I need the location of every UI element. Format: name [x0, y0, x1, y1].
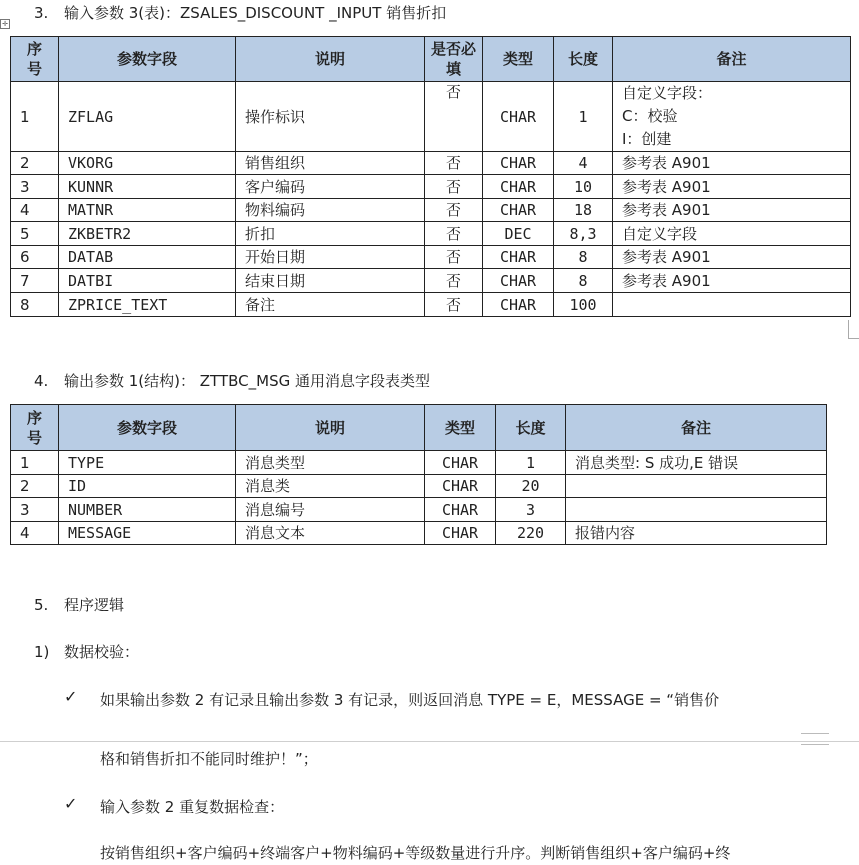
note-line: C：校验 — [622, 107, 678, 125]
cell-desc: 折扣 — [236, 222, 425, 246]
header-type: 类型 — [425, 405, 496, 451]
table-header-row — [11, 37, 851, 82]
cell-note — [566, 498, 827, 522]
header-desc: 说明 — [236, 405, 425, 451]
header-desc: 说明 — [236, 37, 425, 82]
cell-type: CHAR — [483, 269, 554, 293]
section-4-number: 4. — [34, 372, 49, 390]
table-move-handle-icon[interactable]: ✛ — [0, 19, 10, 29]
table-row — [11, 475, 827, 498]
cell-note — [566, 475, 827, 498]
section-5-heading — [34, 594, 124, 615]
cell-required: 否 — [425, 175, 483, 199]
cell-required: 否 — [425, 199, 483, 222]
cell-desc: 开始日期 — [236, 246, 425, 269]
checkmark-icon: ✓ — [64, 794, 78, 813]
note-line: 自定义字段： — [622, 84, 713, 102]
cell-field: VKORG — [59, 152, 236, 175]
subsection-1-title: 数据校验： — [64, 643, 140, 661]
cell-desc: 消息文本 — [236, 522, 425, 545]
cell-desc: 消息类型 — [236, 451, 425, 475]
cell-desc: 客户编码 — [236, 175, 425, 199]
input-param-table — [10, 36, 851, 317]
cell-type: CHAR — [425, 498, 496, 522]
table-row — [11, 522, 827, 545]
page-break-marker — [801, 733, 829, 745]
section-4-heading — [34, 370, 430, 391]
cell-length: 20 — [496, 475, 566, 498]
header-seq: 序号 — [11, 405, 59, 451]
cell-seq: 3 — [11, 175, 59, 199]
cell-type: DEC — [483, 222, 554, 246]
cell-required: 否 — [425, 82, 483, 152]
cell-length: 1 — [496, 451, 566, 475]
cell-seq: 5 — [11, 222, 59, 246]
cell-note: 报错内容 — [566, 522, 827, 545]
cell-note: 参考表 A901 — [613, 269, 851, 293]
cell-desc: 结束日期 — [236, 269, 425, 293]
cell-seq: 7 — [11, 269, 59, 293]
cell-seq: 2 — [11, 475, 59, 498]
checkmark-icon: ✓ — [64, 687, 78, 706]
cell-length: 10 — [554, 175, 613, 199]
section-3-number: 3. — [34, 4, 49, 22]
cell-field: NUMBER — [59, 498, 236, 522]
header-note: 备注 — [613, 37, 851, 82]
cell-note: 参考表 A901 — [613, 246, 851, 269]
cell-field: DATBI — [59, 269, 236, 293]
subsection-1-heading — [34, 641, 139, 662]
header-field: 参数字段 — [59, 405, 236, 451]
table-row — [11, 199, 851, 222]
cell-note: 消息类型: S 成功,E 错误 — [566, 451, 827, 475]
cell-length: 1 — [554, 82, 613, 152]
cell-type: CHAR — [483, 293, 554, 317]
header-type: 类型 — [483, 37, 554, 82]
cell-type: CHAR — [483, 82, 554, 152]
cell-field: MATNR — [59, 199, 236, 222]
cell-length: 8 — [554, 269, 613, 293]
table-header-row — [11, 405, 827, 451]
bullet-2-line-2: 按销售组织+客户编码+终端客户+物料编码+等级数量进行升序。判断销售组织+客户编码+终 — [100, 844, 731, 862]
table-row — [11, 175, 851, 199]
cell-type: CHAR — [483, 246, 554, 269]
header-required: 是否必填 — [425, 37, 483, 82]
cell-note: 参考表 A901 — [613, 199, 851, 222]
cell-field: KUNNR — [59, 175, 236, 199]
section-5-number: 5. — [34, 596, 49, 614]
cell-seq: 4 — [11, 522, 59, 545]
cell-length: 220 — [496, 522, 566, 545]
header-length: 长度 — [554, 37, 613, 82]
cell-seq: 1 — [11, 451, 59, 475]
table-row — [11, 451, 827, 475]
table-row — [11, 152, 851, 175]
cell-seq: 8 — [11, 293, 59, 317]
section-3-heading — [34, 2, 446, 23]
cell-length: 8 — [554, 246, 613, 269]
cell-field: ZKBETR2 — [59, 222, 236, 246]
cell-seq: 3 — [11, 498, 59, 522]
cell-field: ZFLAG — [59, 82, 236, 152]
table-row — [11, 293, 851, 317]
cell-required: 否 — [425, 152, 483, 175]
cell-desc: 消息类 — [236, 475, 425, 498]
cell-note: 自定义字段 — [613, 222, 851, 246]
cell-type: CHAR — [425, 451, 496, 475]
header-note: 备注 — [566, 405, 827, 451]
cell-desc: 消息编号 — [236, 498, 425, 522]
cell-field: MESSAGE — [59, 522, 236, 545]
cell-type: CHAR — [425, 475, 496, 498]
cell-seq: 2 — [11, 152, 59, 175]
subsection-1-number: 1) — [34, 643, 50, 661]
cell-seq: 4 — [11, 199, 59, 222]
table-row — [11, 246, 851, 269]
bullet-1-line-1: 如果输出参数 2 有记录且输出参数 3 有记录，则返回消息 TYPE = E，MESSAGE = “销售价 — [100, 691, 720, 709]
margin-marker — [848, 320, 859, 339]
cell-length: 3 — [496, 498, 566, 522]
cell-desc: 备注 — [236, 293, 425, 317]
section-5-title: 程序逻辑 — [64, 596, 125, 614]
cell-field: DATAB — [59, 246, 236, 269]
cell-length: 8,3 — [554, 222, 613, 246]
header-length: 长度 — [496, 405, 566, 451]
table-row — [11, 269, 851, 293]
bullet-2-line-1: 输入参数 2 重复数据检查： — [100, 798, 285, 816]
bullet-1-line-2: 格和销售折扣不能同时维护！”； — [100, 750, 318, 768]
section-4-title: 输出参数 1(结构)： ZTTBC_MSG 通用消息字段表类型 — [64, 372, 430, 390]
table-row — [11, 222, 851, 246]
note-line: I：创建 — [622, 130, 672, 148]
cell-field: ZPRICE_TEXT — [59, 293, 236, 317]
cell-required: 否 — [425, 222, 483, 246]
cell-length: 4 — [554, 152, 613, 175]
output-param-table — [10, 404, 827, 545]
cell-field: TYPE — [59, 451, 236, 475]
cell-type: CHAR — [483, 175, 554, 199]
cell-note: 参考表 A901 — [613, 175, 851, 199]
cell-seq: 1 — [11, 82, 59, 152]
cell-type: CHAR — [483, 152, 554, 175]
cell-length: 100 — [554, 293, 613, 317]
cell-required: 否 — [425, 246, 483, 269]
cell-field: ID — [59, 475, 236, 498]
cell-required: 否 — [425, 269, 483, 293]
cell-type: CHAR — [425, 522, 496, 545]
cell-seq: 6 — [11, 246, 59, 269]
cell-note — [613, 82, 851, 152]
cell-length: 18 — [554, 199, 613, 222]
cell-desc: 操作标识 — [236, 82, 425, 152]
cell-required: 否 — [425, 293, 483, 317]
section-3-title: 输入参数 3(表)：ZSALES_DISCOUNT _INPUT 销售折扣 — [64, 4, 447, 22]
cell-note — [613, 293, 851, 317]
cell-note: 参考表 A901 — [613, 152, 851, 175]
header-seq: 序号 — [11, 37, 59, 82]
header-field: 参数字段 — [59, 37, 236, 82]
cell-desc: 物料编码 — [236, 199, 425, 222]
cell-desc: 销售组织 — [236, 152, 425, 175]
table-row — [11, 498, 827, 522]
table-row — [11, 82, 851, 152]
cell-type: CHAR — [483, 199, 554, 222]
page-break-divider — [0, 741, 859, 742]
